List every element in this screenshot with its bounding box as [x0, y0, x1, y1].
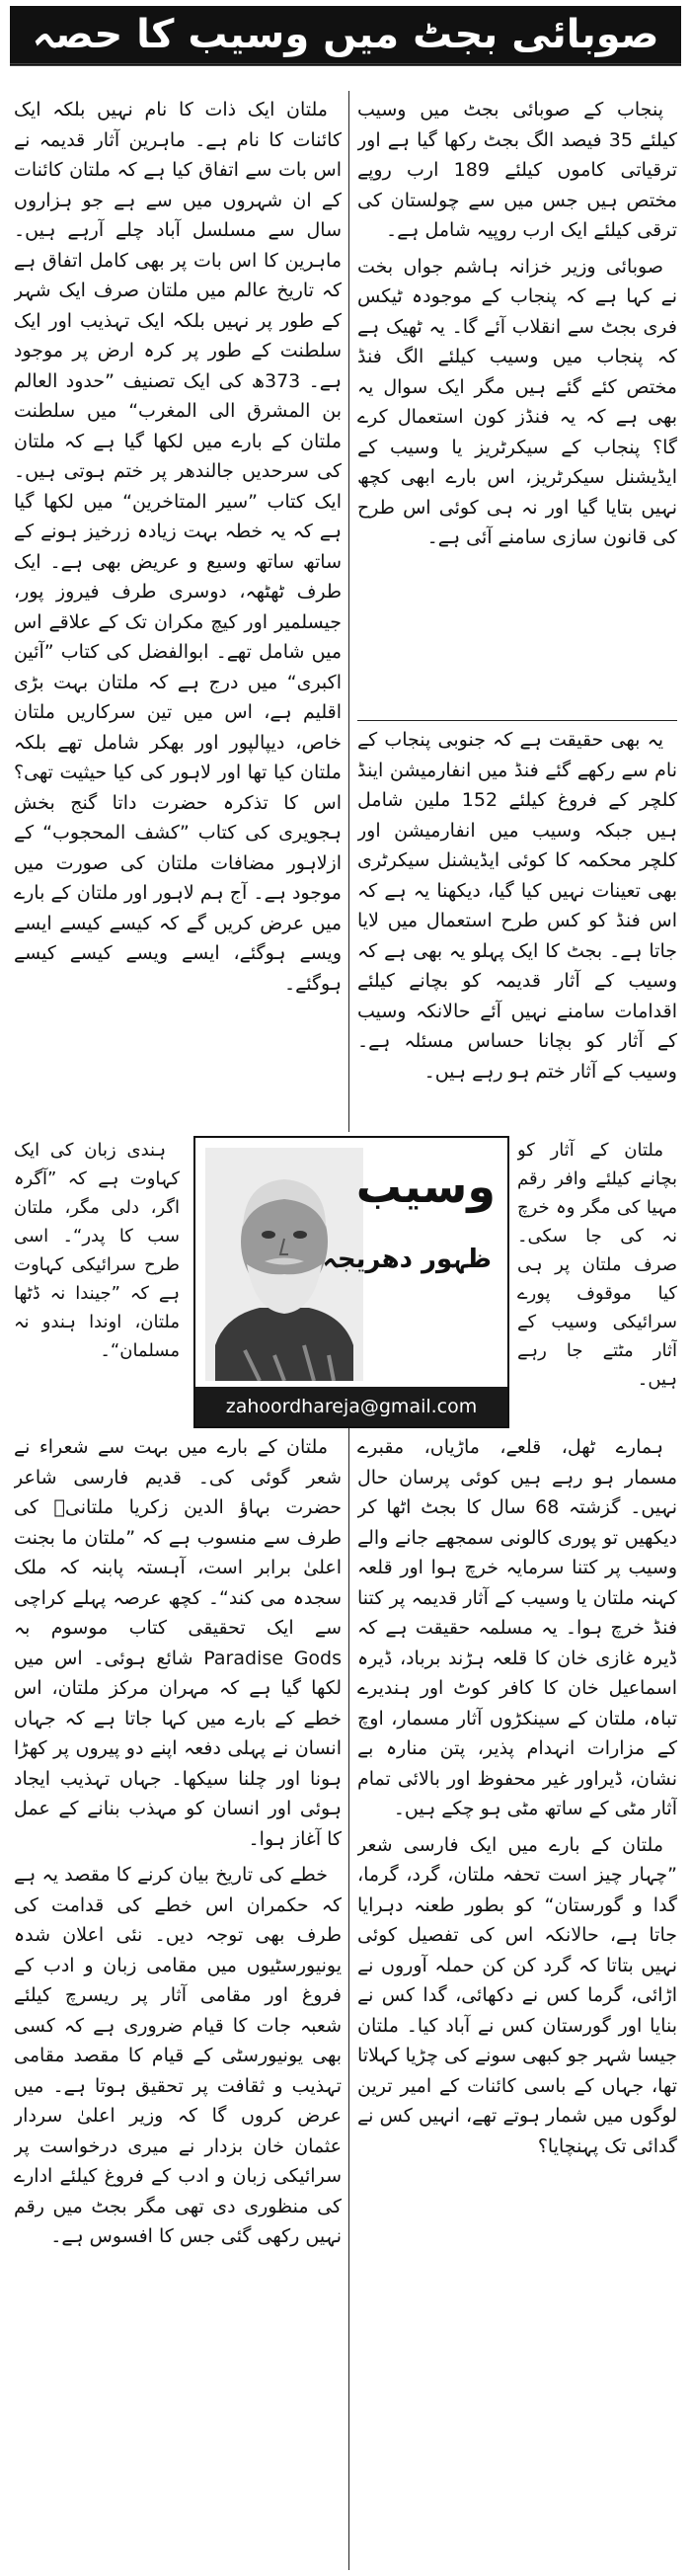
- paragraph: صوبائی وزیر خزانہ ہاشم جواں بخت نے کہا ہے کہ پنجاب کے موجودہ ٹیکس فری بجٹ سے انقلاب آئے گا۔ یہ ٹھیک ہے کہ پنجاب میں وسیب کیلئے الگ فنڈ مختص کئے گئے ہیں مگر ایک سوال یہ بھی ہے کہ یہ فنڈز کون استعمال کرے گا؟ پنجاب کے سیکرٹریز یا وسیب کے ایڈیشنل سیکرٹریز، اس بارے ابھی کچھ نہیں بتایا گیا اور نہ ہی کوئی اس طرح کی قانون سازی سامنے آئی ہے۔: [357, 255, 677, 548]
- column-title: وسیب: [355, 1160, 496, 1213]
- column-divider: [348, 1428, 349, 2570]
- headline: صوبائی بجٹ میں وسیب کا حصہ: [32, 12, 659, 57]
- paragraph: ہندی زبان کی ایک کہاوت ہے کہ ”آگرہ اگر، دلی مگر، ملتان سب کا پدر“۔ اسی طرح سرائیکی کہاوت ہے کہ ”جیندا نہ ڈٹھا ملتان، اوندا ہندو نہ مسلمان“۔: [14, 1140, 180, 1361]
- column-bottom-right: [357, 1432, 677, 2568]
- paragraph: ہمارے ٹھل، قلعے، ماڑیاں، مقبرے مسمار ہو رہے ہیں کوئی پرسان حال نہیں۔ گزشتہ 68 سال کا بجٹ اٹھا کر دیکھیں تو پوری کالونی سمجھے جانے والے وسیب پر کتنا سرمایہ خرچ ہوا اور قلعہ کہنہ ملتان یا وسیب کے آثار قدیمہ پر کتنا فنڈ خرچ ہوا۔ یہ مسلمہ حقیقت ہے کہ ڈیرہ غازی خان کا قلعہ ہڑند برباد، ڈیرہ اسماعیل خان کا کافر کوٹ اور ہندیرے تباہ، ملتان کے سینکڑوں آثار مسمار، اوچ کے مزارات انہدام پذیر، پتن منارہ بے نشان، ڈیراور غیر محفوظ اور بالائی تمام آثار مٹی کے ساتھ مٹی ہو چکے ہیں۔: [357, 1436, 677, 1819]
- column-right-top: [357, 95, 677, 717]
- paragraph: پنجاب کے صوبائی بجٹ میں وسیب کیلئے 35 فیصد الگ بجٹ رکھا گیا ہے اور ترقیاتی کاموں کیلئے 189 ارب روپے مختص ہیں جس میں سے چولستان کی ترقی کیلئے ایک ارب روپیہ شامل ہے۔: [357, 99, 677, 241]
- column-divider: [348, 91, 349, 1132]
- section-divider: [357, 720, 677, 721]
- column-strip-right: [517, 1136, 677, 1424]
- paragraph: یہ بھی حقیقت ہے کہ جنوبی پنجاب کے نام سے رکھے گئے فنڈ میں انفارمیشن اینڈ کلچر کے فروغ کیلئے 152 ملین شامل ہیں جبکہ وسیب میں انفارمیشن اور کلچر محکمہ کا کوئی ایڈیشنل سیکرٹری بھی تعینات نہیں کیا گیا، دیکھنا یہ ہے کہ اس فنڈ کو کس طرح استعمال میں لایا جاتا ہے۔ بجٹ کا ایک پہلو یہ بھی ہے کہ وسیب کے آثار قدیمہ کو بچانے کیلئے اقدامات سامنے نہیں آئے حالانکہ وسیب کے آثار کو بچانا حساس مسئلہ ہے۔ وسیب کے آثار ختم ہو رہے ہیں۔: [357, 729, 677, 1083]
- paragraph: ملتان کے آثار کو بچانے کیلئے وافر رقم مہیا کی مگر وہ خرچ نہ کی جا سکی۔ صرف ملتان پر ہی کیا موقوف پورے سرائیکی وسیب کے آثار مٹتے جا رہے ہیں۔: [517, 1140, 677, 1390]
- column-right-middle: [357, 725, 677, 1132]
- headline-banner: [10, 6, 681, 66]
- columnist-box: [193, 1136, 509, 1428]
- paragraph: ملتان ایک ذات کا نام نہیں بلکہ ایک کائنات کا نام ہے۔ ماہرین آثار قدیمہ نے اس بات سے اتفاق کیا ہے کہ ملتان کائنات کے ان شہروں میں سے ہے جو ہزاروں سال سے مسلسل آباد چلے آرہے ہیں۔ ماہرین کا اس بات پر بھی کامل اتفاق ہے کہ تاریخ عالم میں ملتان صرف ایک شہر کے طور پر نہیں بلکہ ایک تہذیب اور ایک سلطنت کے طور پر کرہ ارض پر موجود ہے۔ 373ھ کی ایک تصنیف ”حدود العالم بن المشرق الی المغرب“ میں سلطنت ملتان کے بارے میں لکھا گیا ہے کہ ملتان کی سرحدیں جالندھر پر ختم ہوتی ہیں۔ ایک کتاب ”سیر المتاخرین“ میں لکھا گیا ہے کہ یہ خطہ بہت زیادہ زرخیز ہونے کے ساتھ ساتھ وسیع و عریض بھی ہے۔ ایک طرف ٹھٹھہ، دوسری طرف فیروز پور، جیسلمیر اور کیچ مکران تک کے علاقے اس میں شامل تھے۔ ابوالفضل کی کتاب ”آئین اکبری“ میں درج ہے کہ ملتان بہت بڑی اقلیم ہے، اس میں تین سرکاریں ملتان خاص، دیپالپور اور بھکر شامل تھے بلکہ ملتان کیا تھا اور لاہور کی کیا حیثیت تھی؟ اس کا تذکرہ حضرت داتا گنج بخش ہجویری کی کتاب ”کشف المحجوب“ کے ازلاہور مضافات ملتان کی صورت میں موجود ہے۔ آج ہم لاہور اور ملتان کے بارے میں عرض کریں گے کہ کیسے کیسے ایسے ویسے ہوگئے، ایسے ویسے کیسے کیسے ہوگئے۔: [14, 99, 342, 995]
- author-name: ظہور دھریجہ: [322, 1245, 492, 1274]
- author-email[interactable]: zahoordhareja@gmail.com: [195, 1387, 507, 1426]
- paragraph: ملتان کے بارے میں ایک فارسی شعر ”چہار چیز است تحفہ ملتان، گرد، گرما، گدا و گورستان“ کو بطور طعنہ دہرایا جاتا ہے، حالانکہ اس کی تفصیل کوئی نہیں بتاتا کہ گرد کن کن حملہ آوروں نے اڑائی، گرما کس نے دکھائی، گدا کس نے بنایا اور گورستان کس نے آباد کیا۔ ملتان جیسا شہر جو کبھی سونے کی چڑیا کہلاتا تھا، جہاں کے باسی کائنات کے امیر ترین لوگوں میں شمار ہوتے تھے، انہیں کس نے گدائی تک پہنچایا؟: [357, 1833, 677, 2157]
- column-strip-left: [14, 1136, 180, 1424]
- paragraph: خطے کی تاریخ بیان کرنے کا مقصد یہ ہے کہ حکمران اس خطے کی قدامت کی طرف بھی توجہ دیں۔ نئی اعلان شدہ یونیورسٹیوں میں مقامی زبان و ادب کے فروغ اور مقامی آثار پر ریسرچ کیلئے شعبہ جات کا قیام ضروری ہے کہ کسی بھی یونیورسٹی کے قیام کا مقصد مقامی تہذیب و ثقافت پر تحقیق ہوتا ہے۔ میں عرض کروں گا کہ وزیر اعلیٰ سردار عثمان خان بزدار نے میری درخواست پر سرائیکی زبان و ادب کے فروغ کیلئے ادارے کی منظوری دی تھی مگر بجٹ میں رقم نہیں رکھی گئی جس کا افسوس ہے۔: [14, 1864, 342, 2247]
- paragraph: ملتان کے بارے میں بہت سے شعراء نے شعر گوئی کی۔ قدیم فارسی شاعر حضرت بہاؤ الدین زکریا ملتانیؒ کی طرف سے منسوب ہے کہ ”ملتان ما بجنت اعلیٰ برابر است، آہستہ پابنہ کہ ملک سجدہ می کند“۔ کچھ عرصہ پہلے کراچی سے ایک تحقیقی کتاب موسوم بہ Paradise Gods شائع ہوئی۔ اس میں لکھا گیا ہے کہ مہران مرکز ملتان، اس خطے کے بارے میں کہا جاتا ہے کہ جہاں انسان نے پہلی دفعہ اپنے دو پیروں پر کھڑا ہونا اور چلنا سیکھا۔ جہاں تہذیب ایجاد ہوئی اور انسان کو مہذب بنانے کے عمل کا آغاز ہوا۔: [14, 1436, 342, 1850]
- column-bottom-left: [14, 1432, 342, 2568]
- column-left-top: [14, 95, 342, 1132]
